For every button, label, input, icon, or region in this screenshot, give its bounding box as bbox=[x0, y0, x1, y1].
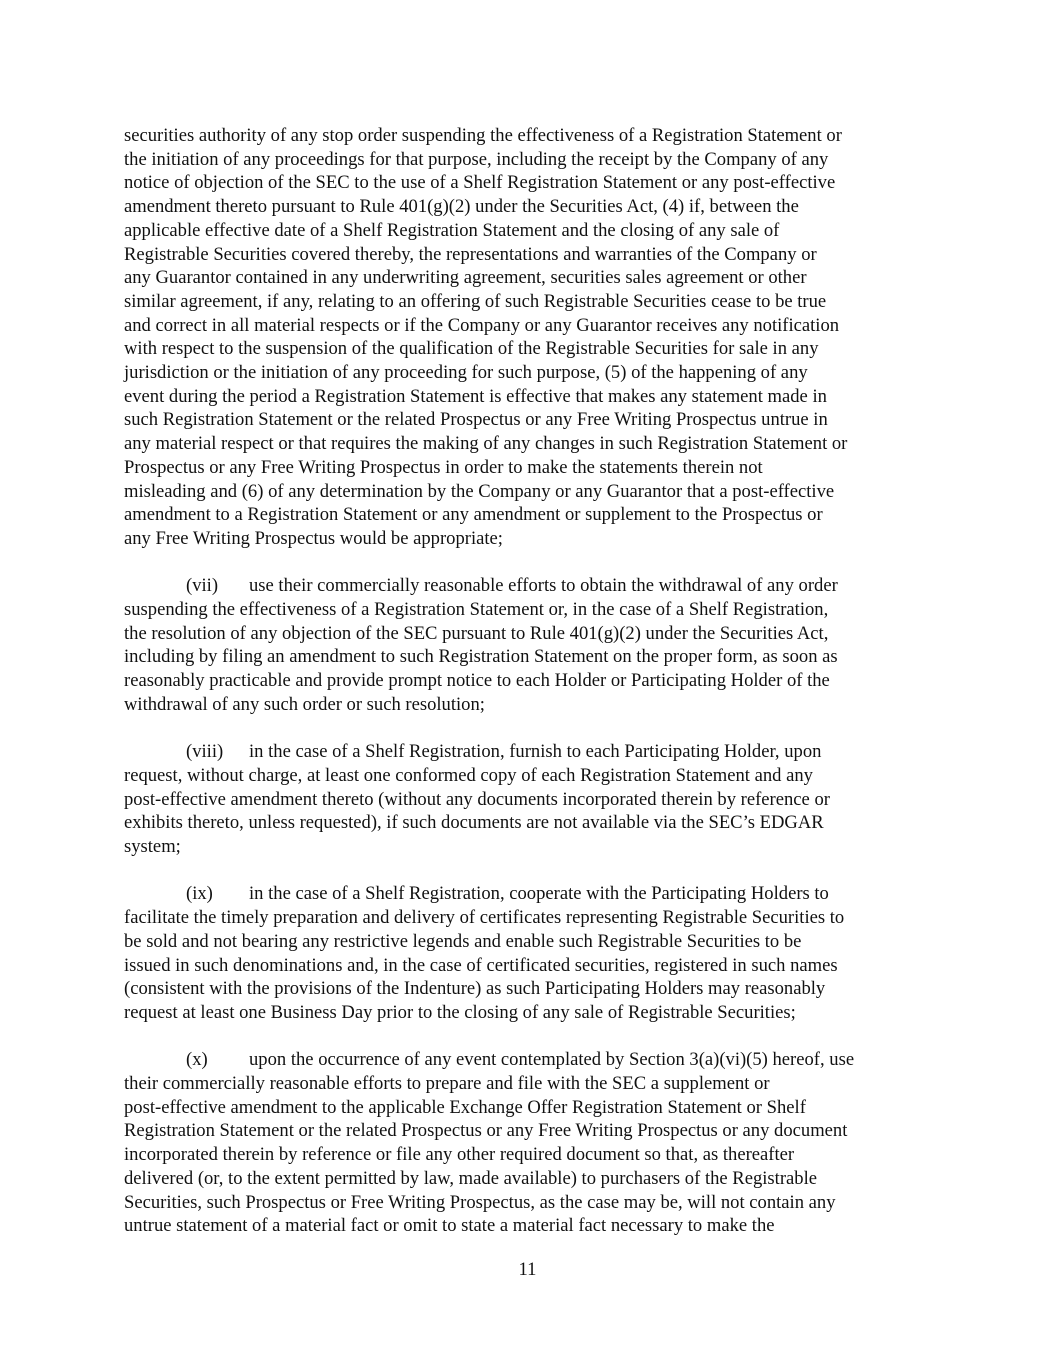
clause-number: (x) bbox=[186, 1049, 208, 1071]
text-line: Registrable Securities covered thereby, the representations and warranties of the Company or bbox=[124, 243, 817, 265]
text-line: request, without charge, at least one conformed copy of each Registration Statement and any bbox=[124, 764, 813, 786]
text-line: post-effective amendment thereto (without any documents incorporated therein by reference or bbox=[124, 788, 830, 810]
text-line: with respect to the suspension of the qualification of the Registrable Securities for sale in any bbox=[124, 338, 819, 360]
clause-first-line bbox=[124, 882, 936, 906]
text-line: notice of objection of the SEC to the use of a Shelf Registration Statement or any post-effective bbox=[124, 172, 836, 194]
text-line: their commercially reasonable efforts to prepare and file with the SEC a supplement or bbox=[124, 1073, 770, 1095]
clause-first-text: in the case of a Shelf Registration, furnish to each Participating Holder, upon bbox=[249, 741, 822, 763]
text-line: and correct in all material respects or if the Company or any Guarantor receives any notification bbox=[124, 314, 840, 336]
clause-ix bbox=[124, 882, 936, 1024]
text-line: the resolution of any objection of the SEC pursuant to Rule 401(g)(2) under the Securities Act, bbox=[124, 622, 829, 644]
text-line: facilitate the timely preparation and delivery of certificates representing Registrable Securities to bbox=[124, 907, 845, 929]
text-line: jurisdiction or the initiation of any proceeding for such purpose, (5) of the happening of any bbox=[124, 362, 808, 384]
text-line: Registration Statement or the related Prospectus or any Free Writing Prospectus or any document bbox=[124, 1120, 848, 1142]
text-line: suspending the effectiveness of a Registration Statement or, in the case of a Shelf Registration, bbox=[124, 599, 829, 621]
text-line: event during the period a Registration Statement is effective that makes any statement made in bbox=[124, 385, 827, 407]
continuation-paragraph bbox=[124, 124, 936, 551]
clause-vii bbox=[124, 574, 936, 716]
text-line: any Free Writing Prospectus would be appropriate; bbox=[124, 527, 503, 549]
text-line: be sold and not bearing any restrictive legends and enable such Registrable Securities to be bbox=[124, 930, 802, 952]
text-line: any material respect or that requires the making of any changes in such Registration Statement or bbox=[124, 433, 848, 455]
page-number: 11 bbox=[518, 1259, 537, 1280]
text-line: any Guarantor contained in any underwriting agreement, securities sales agreement or other bbox=[124, 267, 807, 289]
clause-number: (viii) bbox=[186, 741, 224, 763]
text-line: similar agreement, if any, relating to an offering of such Registrable Securities cease to be true bbox=[124, 290, 827, 312]
clause-first-text: in the case of a Shelf Registration, cooperate with the Participating Holders to bbox=[249, 883, 829, 905]
text-line: withdrawal of any such order or such resolution; bbox=[124, 693, 485, 715]
text-line: incorporated therein by reference or file any other required document so that, as thereafter bbox=[124, 1144, 795, 1166]
clause-number: (vii) bbox=[186, 575, 219, 597]
clause-x bbox=[124, 1048, 936, 1238]
text-line: Prospectus or any Free Writing Prospectus in order to make the statements therein not bbox=[124, 456, 763, 478]
text-line: applicable effective date of a Shelf Registration Statement and the closing of any sale of bbox=[124, 219, 780, 241]
text-line: request at least one Business Day prior to the closing of any sale of Registrable Securities; bbox=[124, 1001, 796, 1023]
clause-first-line bbox=[124, 740, 936, 764]
document-body bbox=[124, 124, 936, 1262]
clause-viii bbox=[124, 740, 936, 859]
clause-first-text: upon the occurrence of any event contemplated by Section 3(a)(vi)(5) hereof, use bbox=[249, 1049, 855, 1071]
text-line: issued in such denominations and, in the case of certificated securities, registered in such names bbox=[124, 954, 838, 976]
text-line: post-effective amendment to the applicable Exchange Offer Registration Statement or Shelf bbox=[124, 1096, 806, 1118]
clause-first-line bbox=[124, 1048, 936, 1072]
text-line: misleading and (6) of any determination by the Company or any Guarantor that a post-effective bbox=[124, 480, 835, 502]
text-line: securities authority of any stop order suspending the effectiveness of a Registration Statement or bbox=[124, 125, 842, 146]
text-line: untrue statement of a material fact or omit to state a material fact necessary to make the bbox=[124, 1215, 775, 1237]
text-line: system; bbox=[124, 836, 181, 858]
text-line: amendment to a Registration Statement or any amendment or supplement to the Prospectus or bbox=[124, 504, 823, 526]
text-line: (consistent with the provisions of the Indenture) as such Participating Holders may reasonably bbox=[124, 978, 826, 1000]
clause-first-line bbox=[124, 574, 936, 598]
text-line: including by filing an amendment to such Registration Statement on the proper form, as soon as bbox=[124, 646, 838, 668]
clause-number: (ix) bbox=[186, 883, 213, 905]
text-line: the initiation of any proceedings for that purpose, including the receipt by the Company of any bbox=[124, 148, 829, 170]
text-line: exhibits thereto, unless requested), if such documents are not available via the SEC’s EDGAR bbox=[124, 812, 824, 834]
text-line: Securities, such Prospectus or Free Writing Prospectus, as the case may be, will not contain any bbox=[124, 1191, 836, 1213]
text-line: delivered (or, to the extent permitted by law, made available) to purchasers of the Registrable bbox=[124, 1167, 817, 1189]
clause-first-text: use their commercially reasonable efforts to obtain the withdrawal of any order bbox=[249, 575, 838, 597]
text-line: amendment thereto pursuant to Rule 401(g)(2) under the Securities Act, (4) if, between the bbox=[124, 196, 799, 218]
text-line: such Registration Statement or the related Prospectus or any Free Writing Prospectus untrue in bbox=[124, 409, 828, 431]
text-line: reasonably practicable and provide prompt notice to each Holder or Participating Holder of the bbox=[124, 670, 830, 692]
